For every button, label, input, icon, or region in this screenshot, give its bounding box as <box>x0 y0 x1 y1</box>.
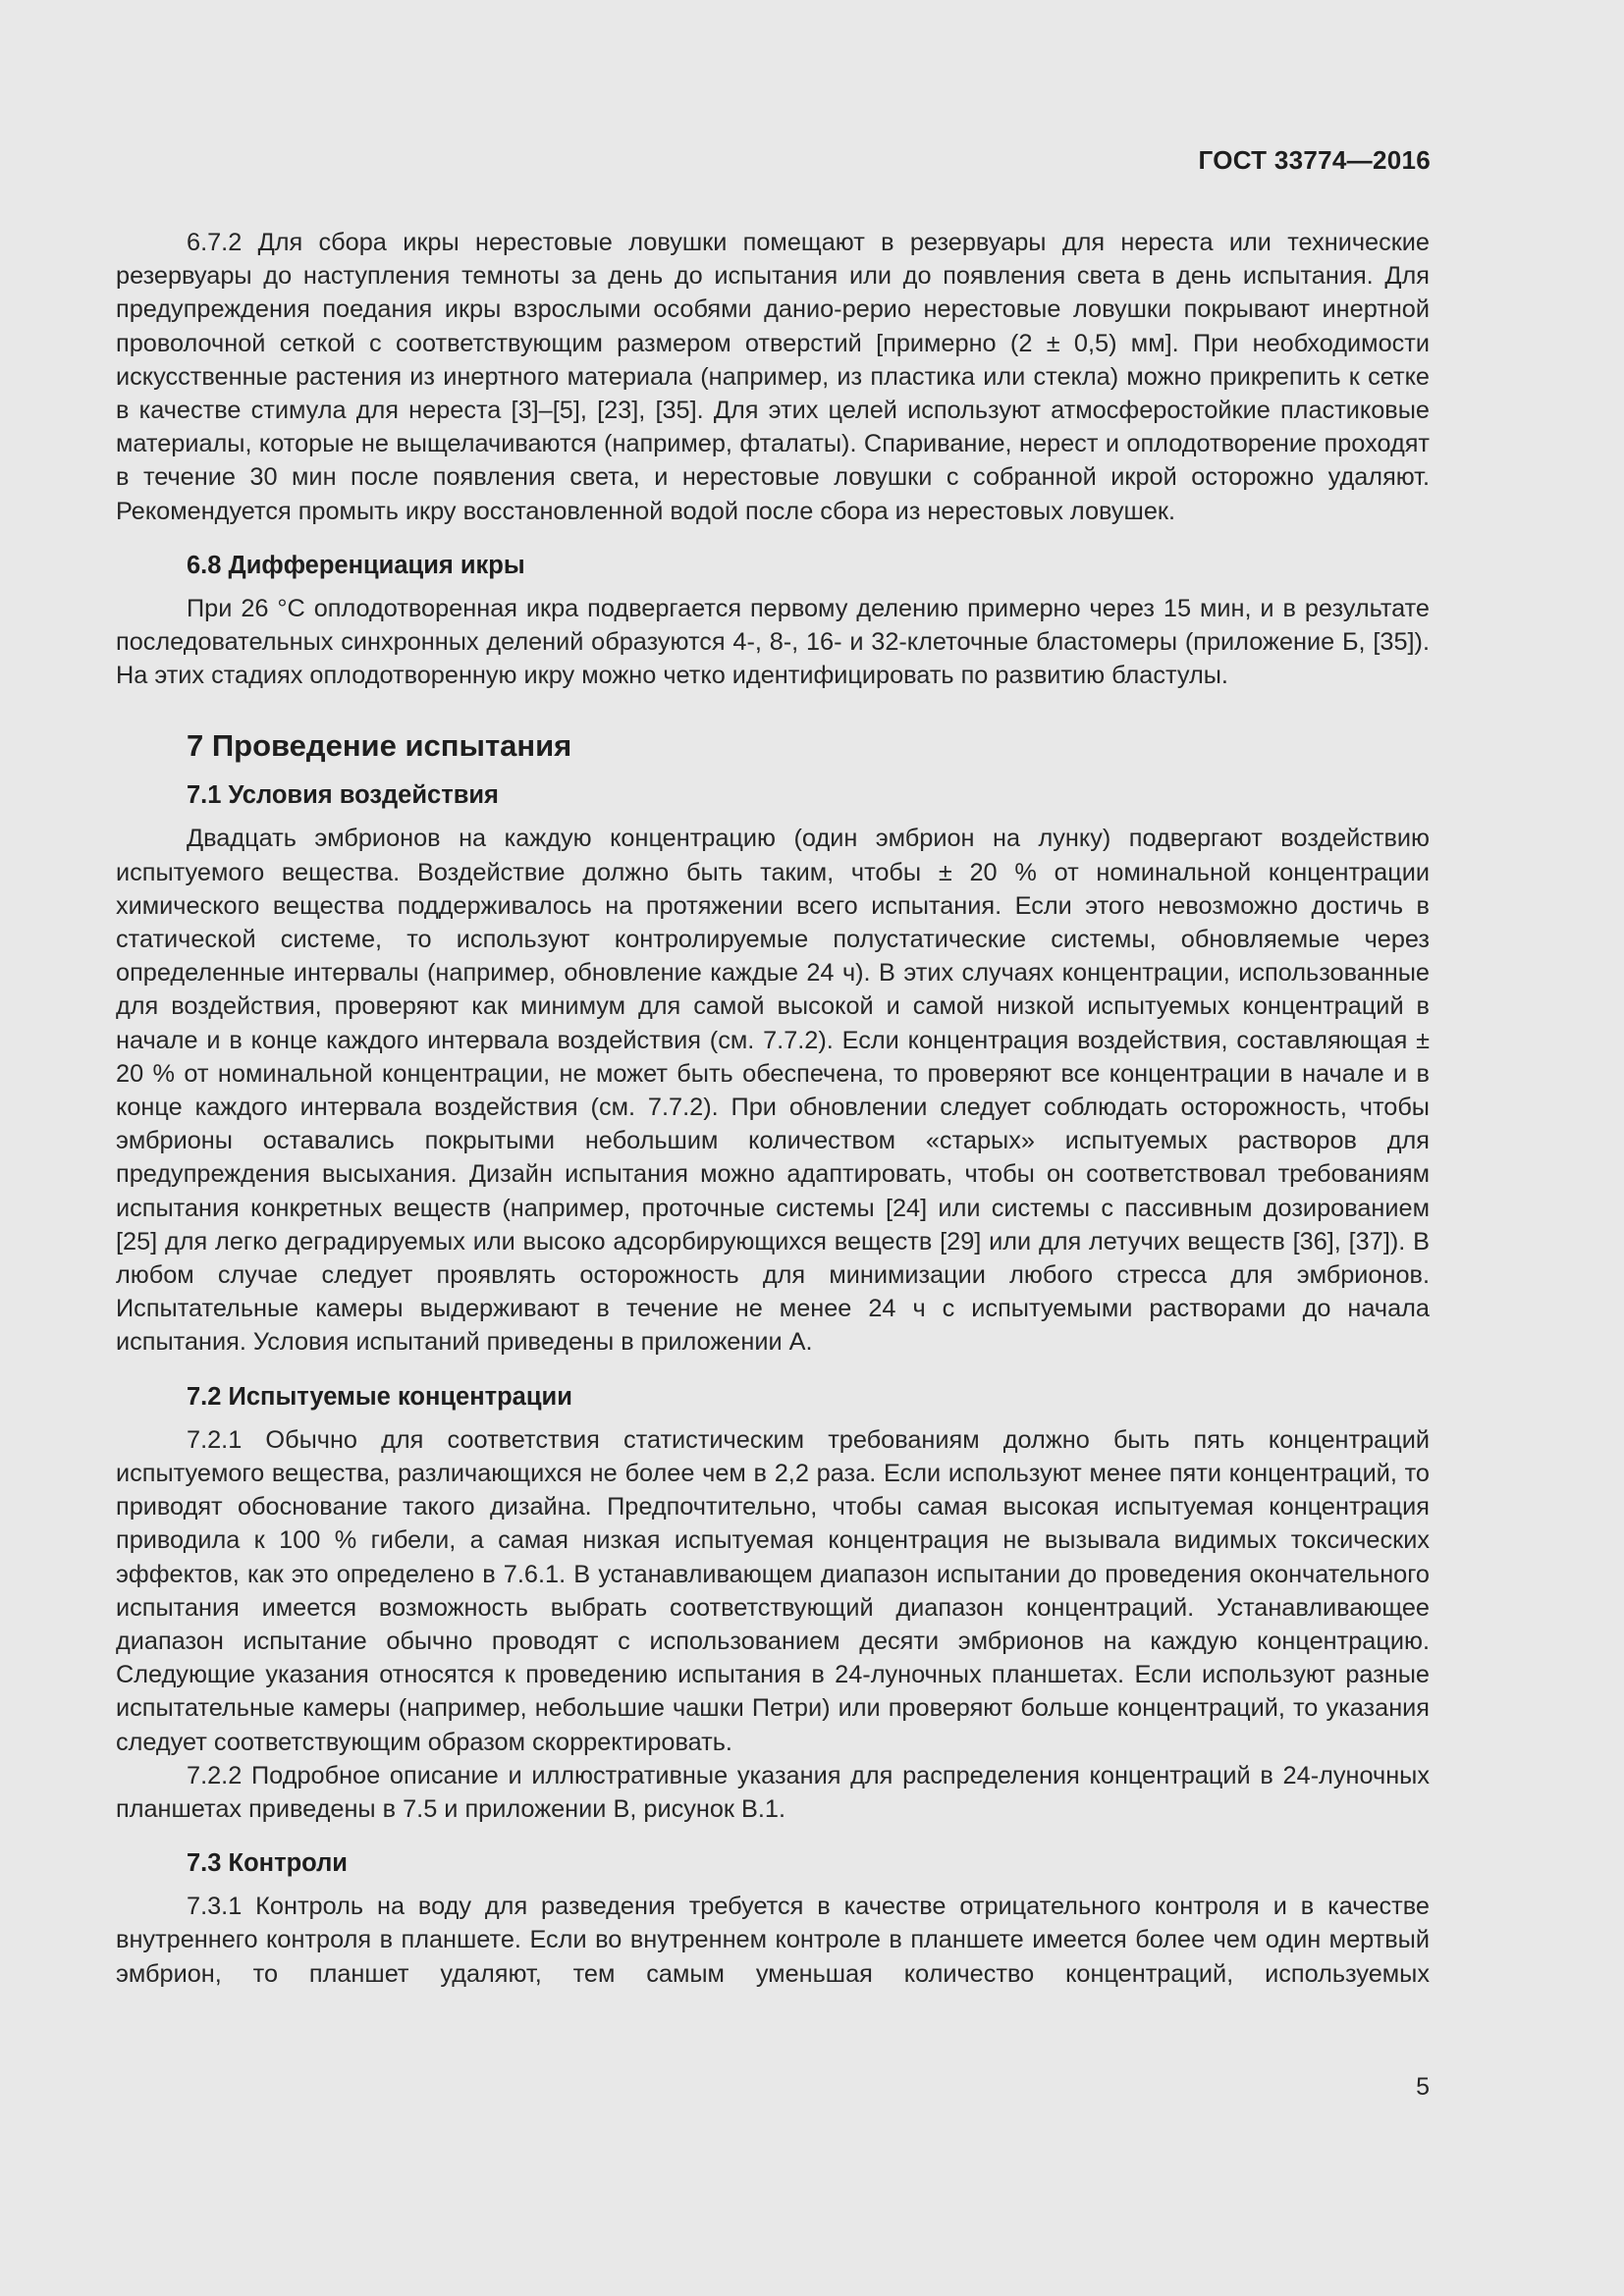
document-body <box>116 226 1430 1991</box>
paragraph-6-7-2: 6.7.2 Для сбора икры нерестовые ловушки помещают в резервуары для нереста или технические резервуары до наступления темноты за день до испытания или до появления света в день испытания. Для предупреждения поедания икры взрослыми особями данио-рерио нерестовые ловушки покрывают инертной проволочной сеткой с соответствующим размером отверстий [примерно (2 ± 0,5) мм]. При необходимости искусственные растения из инертного материала (например, из пластика или стекла) можно прикрепить к сетке в качестве стимула для нереста [3]–[5], [23], [35]. Для этих целей используют атмосферостойкие пластиковые материалы, которые не выщелачиваются (например, фталаты). Спаривание, нерест и оплодотворение проходят в течение 30 мин после появления света, и нерестовые ловушки с собранной икрой осторожно удаляют. Рекомендуется промыть икру восстановленной водой после сбора из нерестовых ловушек. <box>116 229 1430 525</box>
page-number: 5 <box>1416 2073 1430 2101</box>
heading-7-2: 7.2 Испытуемые концентрации <box>187 1382 572 1411</box>
document-code-header: ГОСТ 33774—2016 <box>1198 145 1431 175</box>
heading-7-1: 7.1 Условия воздействия <box>187 781 499 810</box>
heading-6-8: 6.8 Дифференциация икры <box>187 551 525 579</box>
paragraph-7-2-1: 7.2.1 Обычно для соответствия статистическим требованиям должно быть пять концентраций испытуемого вещества, различающихся не более чем в 2,2 раза. Если используют менее пяти концентраций, то приводят обоснование такого дизайна. Предпочтительно, чтобы самая высокая испытуемая концентрация приводила к 100 % гибели, а самая низкая испытуемая концентрация не вызывала видимых токсических эффектов, как это определено в 7.6.1. В устанавливающем диапазон испытании до проведения окончательного испытания имеется возможность выбрать соответствующий диапазон концентраций. Устанавливающее диапазон испытание обычно проводят с использованием десяти эмбрионов на каждую концентрацию. Следующие указания относятся к проведению испытания в 24-луночных планшетах. Если используют разные испытательные камеры (например, небольшие чашки Петри) или проверяют больше концентраций, то указания следует соответствующим образом скорректировать. <box>116 1425 1430 1756</box>
heading-7-3: 7.3 Контроли <box>187 1849 348 1878</box>
paragraph-6-8: При 26 °C оплодотворенная икра подвергается первому делению примерно через 15 мин, и в результате последовательных синхронных делений образуются 4-, 8-, 16- и 32-клеточные бластомеры (приложение Б, [35]). На этих стадиях оплодотворенную икру можно четко идентифицировать по развитию бластулы. <box>116 594 1430 690</box>
heading-section-7: 7 Проведение испытания <box>187 728 572 764</box>
paragraph-7-1: Двадцать эмбрионов на каждую концентрацию (один эмбрион на лунку) подвергают воздействию испытуемого вещества. Воздействие должно быть таким, чтобы ± 20 % от номинальной концентрации химического вещества поддерживалось на протяжении всего испытания. Если этого невозможно достичь в статической системе, то используют контролируемые полустатические системы, обновляемые через определенные интервалы (например, обновление каждые 24 ч). В этих случаях концентрации, использованные для воздействия, проверяют как минимум для самой высокой и самой низкой испытуемых концентраций в начале и в конце каждого интервала воздействия (см. 7.7.2). Если концентрация воздействия, составляющая ± 20 % от номинальной концентрации, не может быть обеспечена, то проверяют все концентрации в начале и в конце каждого интервала воздействия (см. 7.7.2). При обновлении следует соблюдать осторожность, чтобы эмбрионы оставались покрытыми небольшим количеством «старых» испытуемых растворов для предупреждения высыхания. Дизайн испытания можно адаптировать, чтобы он соответствовал требованиям испытания конкретных веществ (например, проточные системы [24] или системы с пассивным дозированием [25] для легко деградируемых или высоко адсорбирующихся веществ [29] или для летучих веществ [36], [37]). В любом случае следует проявлять осторожность для минимизации любого стресса для эмбрионов. Испытательные камеры выдерживают в течение не менее 24 ч с испытуемыми растворами до начала испытания. Условия испытаний приведены в приложении А. <box>116 825 1430 1357</box>
paragraph-7-3-1: 7.3.1 Контроль на воду для разведения требуется в качестве отрицательного контроля и в качестве внутреннего контроля в планшете. Если во внутреннем контроле в планшете имеется более чем один мертвый эмбрион, то планшет удаляют, тем самым уменьшая количество концентраций, используемых <box>116 1893 1430 1988</box>
paragraph-7-2-2: 7.2.2 Подробное описание и иллюстративные указания для распределения концентраций в 24-луночных планшетах приведены в 7.5 и приложении В, рисунок В.1. <box>116 1761 1430 1823</box>
